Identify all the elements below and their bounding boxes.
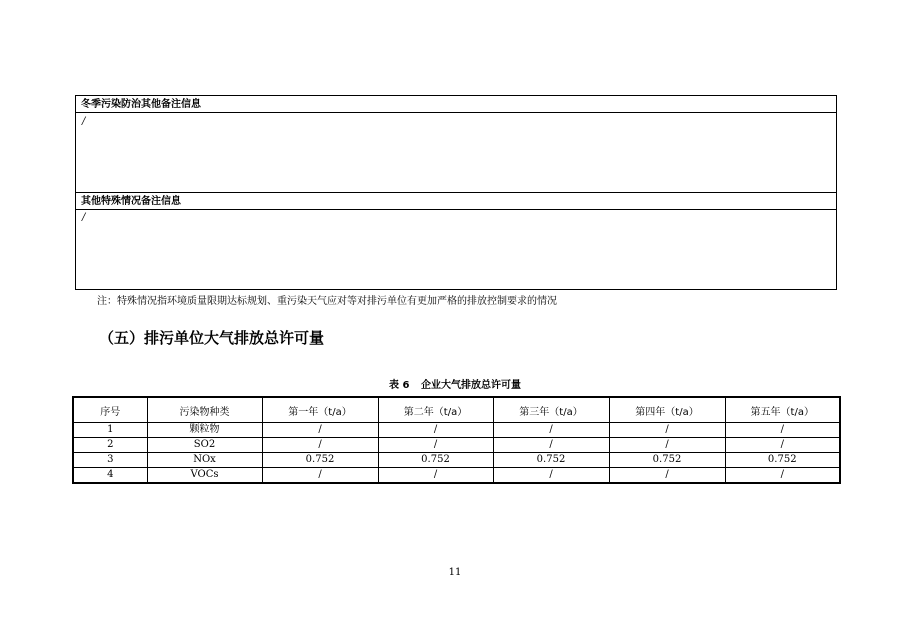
table-cell: / bbox=[609, 423, 725, 438]
table-row bbox=[73, 453, 840, 468]
table-cell: 0.752 bbox=[493, 453, 609, 468]
table-cell: 0.752 bbox=[378, 453, 493, 468]
table-caption-title: 企业大气排放总许可量 bbox=[420, 380, 521, 391]
special-remarks-value: / bbox=[82, 212, 86, 223]
table-cell: VOCs bbox=[147, 468, 262, 484]
table-cell: / bbox=[378, 423, 493, 438]
footnote: 注：特殊情况指环境质量限期达标规划、重污染天气应对等对排污单位有更加严格的排放控制要求的情况 bbox=[97, 296, 557, 307]
page-number: 11 bbox=[448, 567, 462, 578]
table-row bbox=[73, 438, 840, 453]
table-cell: 2 bbox=[73, 438, 147, 453]
table-cell: / bbox=[262, 468, 378, 484]
emission-permit-table bbox=[72, 396, 841, 484]
winter-remarks-title: 冬季污染防治其他备注信息 bbox=[76, 96, 836, 113]
header-cell: 序号 bbox=[73, 397, 147, 423]
table-cell: / bbox=[609, 468, 725, 484]
table-header-row bbox=[73, 397, 840, 423]
table-cell: / bbox=[262, 438, 378, 453]
table-cell: NOx bbox=[147, 453, 262, 468]
header-cell: 第一年（t/a） bbox=[262, 397, 378, 423]
header-cell: 第五年（t/a） bbox=[725, 397, 840, 423]
table-cell: / bbox=[493, 423, 609, 438]
table-cell: 0.752 bbox=[725, 453, 840, 468]
table-row bbox=[73, 423, 840, 438]
table-caption bbox=[0, 376, 910, 391]
header-cell: 第二年（t/a） bbox=[378, 397, 493, 423]
table-caption-number: 表 6 bbox=[389, 380, 410, 391]
special-remarks-title: 其他特殊情况备注信息 bbox=[76, 193, 836, 210]
table-cell: / bbox=[609, 438, 725, 453]
table-cell: 4 bbox=[73, 468, 147, 484]
table-cell: / bbox=[725, 468, 840, 484]
table-cell: / bbox=[378, 468, 493, 484]
table-cell: / bbox=[725, 438, 840, 453]
section-title: （五）排污单位大气排放总许可量 bbox=[99, 329, 325, 347]
header-cell: 第三年（t/a） bbox=[493, 397, 609, 423]
table-cell: 颗粒物 bbox=[147, 423, 262, 438]
table-cell: 1 bbox=[73, 423, 147, 438]
table-cell: / bbox=[262, 423, 378, 438]
table-cell: 0.752 bbox=[262, 453, 378, 468]
table-cell: 0.752 bbox=[609, 453, 725, 468]
table-cell: / bbox=[378, 438, 493, 453]
header-cell: 第四年（t/a） bbox=[609, 397, 725, 423]
table-row bbox=[73, 468, 840, 484]
table-cell: / bbox=[493, 468, 609, 484]
table-cell: 3 bbox=[73, 453, 147, 468]
table-cell: / bbox=[725, 423, 840, 438]
winter-remarks-value: / bbox=[82, 116, 86, 127]
table-cell: / bbox=[493, 438, 609, 453]
header-cell: 污染物种类 bbox=[147, 397, 262, 423]
remarks-box bbox=[75, 95, 837, 290]
table-cell: SO2 bbox=[147, 438, 262, 453]
